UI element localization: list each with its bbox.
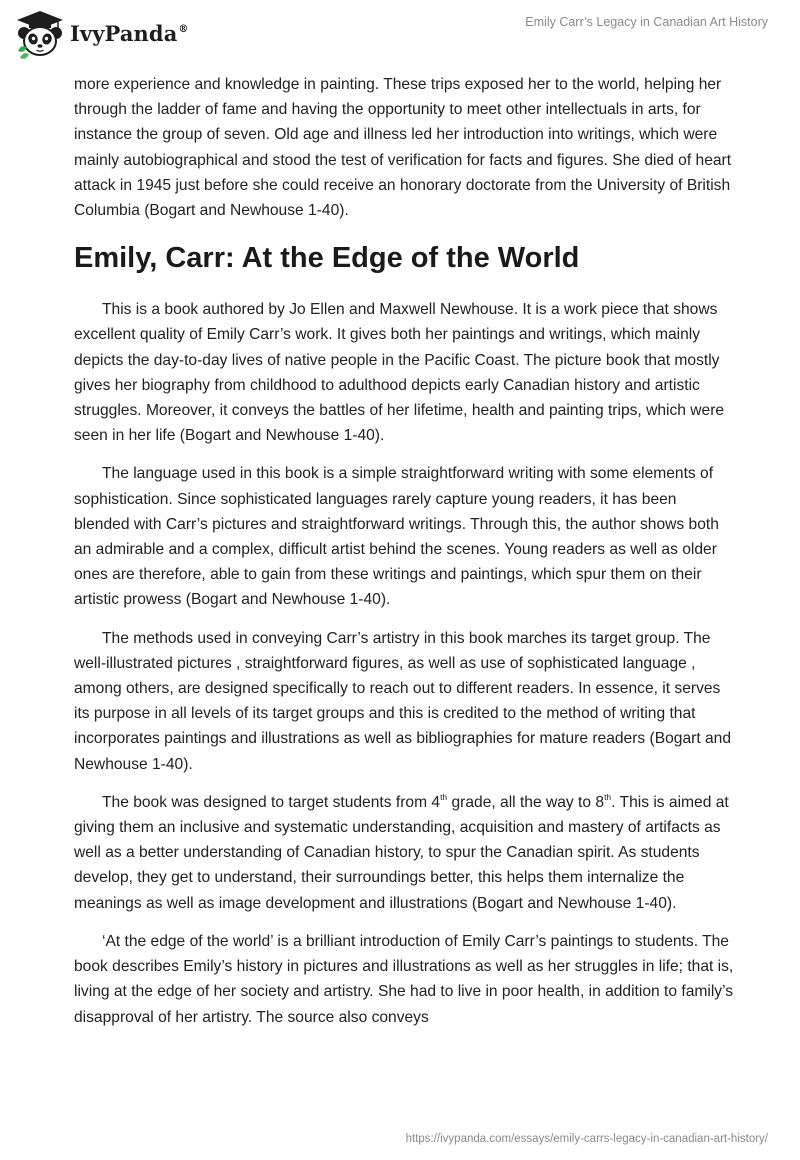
section-heading: Emily, Carr: At the Edge of the World: [74, 242, 580, 275]
paragraph-2: The language used in this book is a simple straightforward writing with some elements of sophistication. Since sophisticated languages rarely capture young readers, it has been blended with Carr’s pictures and straightforward writings. Through this, the author shows both an admirable and a complex, difficult artist behind the scenes. Young readers as well as older ones are therefore, able to gain from these writings and paintings, which spur them on their artistic prowess (Bogart and Newhouse 1-40).: [74, 465, 719, 609]
paragraph-4-text-c: . This is aimed at giving them an inclusive and systematic understanding, acquisition and mastery of artifacts as well as a better understanding of Canadian history, to spur the Canadian spirit. As students develop, they get to understand, their surroundings better, this helps them internalize the meanings as well as image development and illustrations (Bogart and Newhouse 1-40).: [74, 793, 729, 912]
registered-mark: ®: [178, 23, 189, 35]
paragraph-3: The methods used in conveying Carr’s artistry in this book marches its target group. The well-illustrated pictures , straightforward figures, as well as use of sophisticated language , among others, are designed specifically to reach out to different readers. In essence, it serves its purpose in all levels of its target groups and this is credited to the method of writing that incorporates paintings and illustrations as well as bibliographies for mature readers (Bogart and Newhouse 1-40).: [74, 629, 732, 773]
ivypanda-logo[interactable]: [14, 9, 189, 59]
paragraph-5: ‘At the edge of the world’ is a brilliant introduction of Emily Carr’s paintings to students. The book describes Emily’s history in pictures and illustrations as well as her struggles in life; that is, living at the edge of her society and artistry. She had to live in poor health, in addition to family’s disapproval of her artistry. The source also conveys: [74, 932, 734, 1026]
page-header: [0, 0, 800, 60]
intro-paragraph: more experience and knowledge in painting. These trips exposed her to the world, helping her through the ladder of fame and having the opportunity to meet other intellectuals in arts, for instance the group of seven. Old age and illness led her introduction into writings, which were mainly autobiographical and stood the test of verification for facts and figures. She died of heart attack in 1945 just before she could receive an honorary doctorate from the University of British Columbia (Bogart and Newhouse 1-40).: [74, 76, 732, 220]
paragraph-4-text-b: grade, all the way to 8: [447, 793, 605, 811]
paragraph-1: This is a book authored by Jo Ellen and Maxwell Newhouse. It is a work piece that shows excellent quality of Emily Carr’s work. It gives both her paintings and writings, which mainly depicts the day-to-day lives of native people in the Pacific Coast. The picture book that mostly gives her biography from childhood to adulthood depicts early Canadian history and artistic struggles. Moreover, it conveys the battles of her lifetime, health and painting trips, which were seen in her life (Bogart and Newhouse 1-40).: [74, 301, 725, 445]
paragraph-4: [74, 790, 734, 916]
ordinal-suffix-8th: th: [604, 791, 612, 802]
document-title: Emily Carr’s Legacy in Canadian Art History: [525, 15, 768, 29]
paragraph-4-text-a: The book was designed to target students from 4: [102, 793, 441, 811]
brand-label: IvyPanda: [70, 20, 178, 46]
ordinal-suffix-4th: th: [440, 791, 448, 802]
panda-graduation-cap-icon: [14, 9, 66, 59]
brand-name: [70, 21, 189, 46]
source-url[interactable]: https://ivypanda.com/essays/emily-carrs-legacy-in-canadian-art-history/: [405, 1133, 768, 1145]
essay-content: [74, 72, 734, 1043]
